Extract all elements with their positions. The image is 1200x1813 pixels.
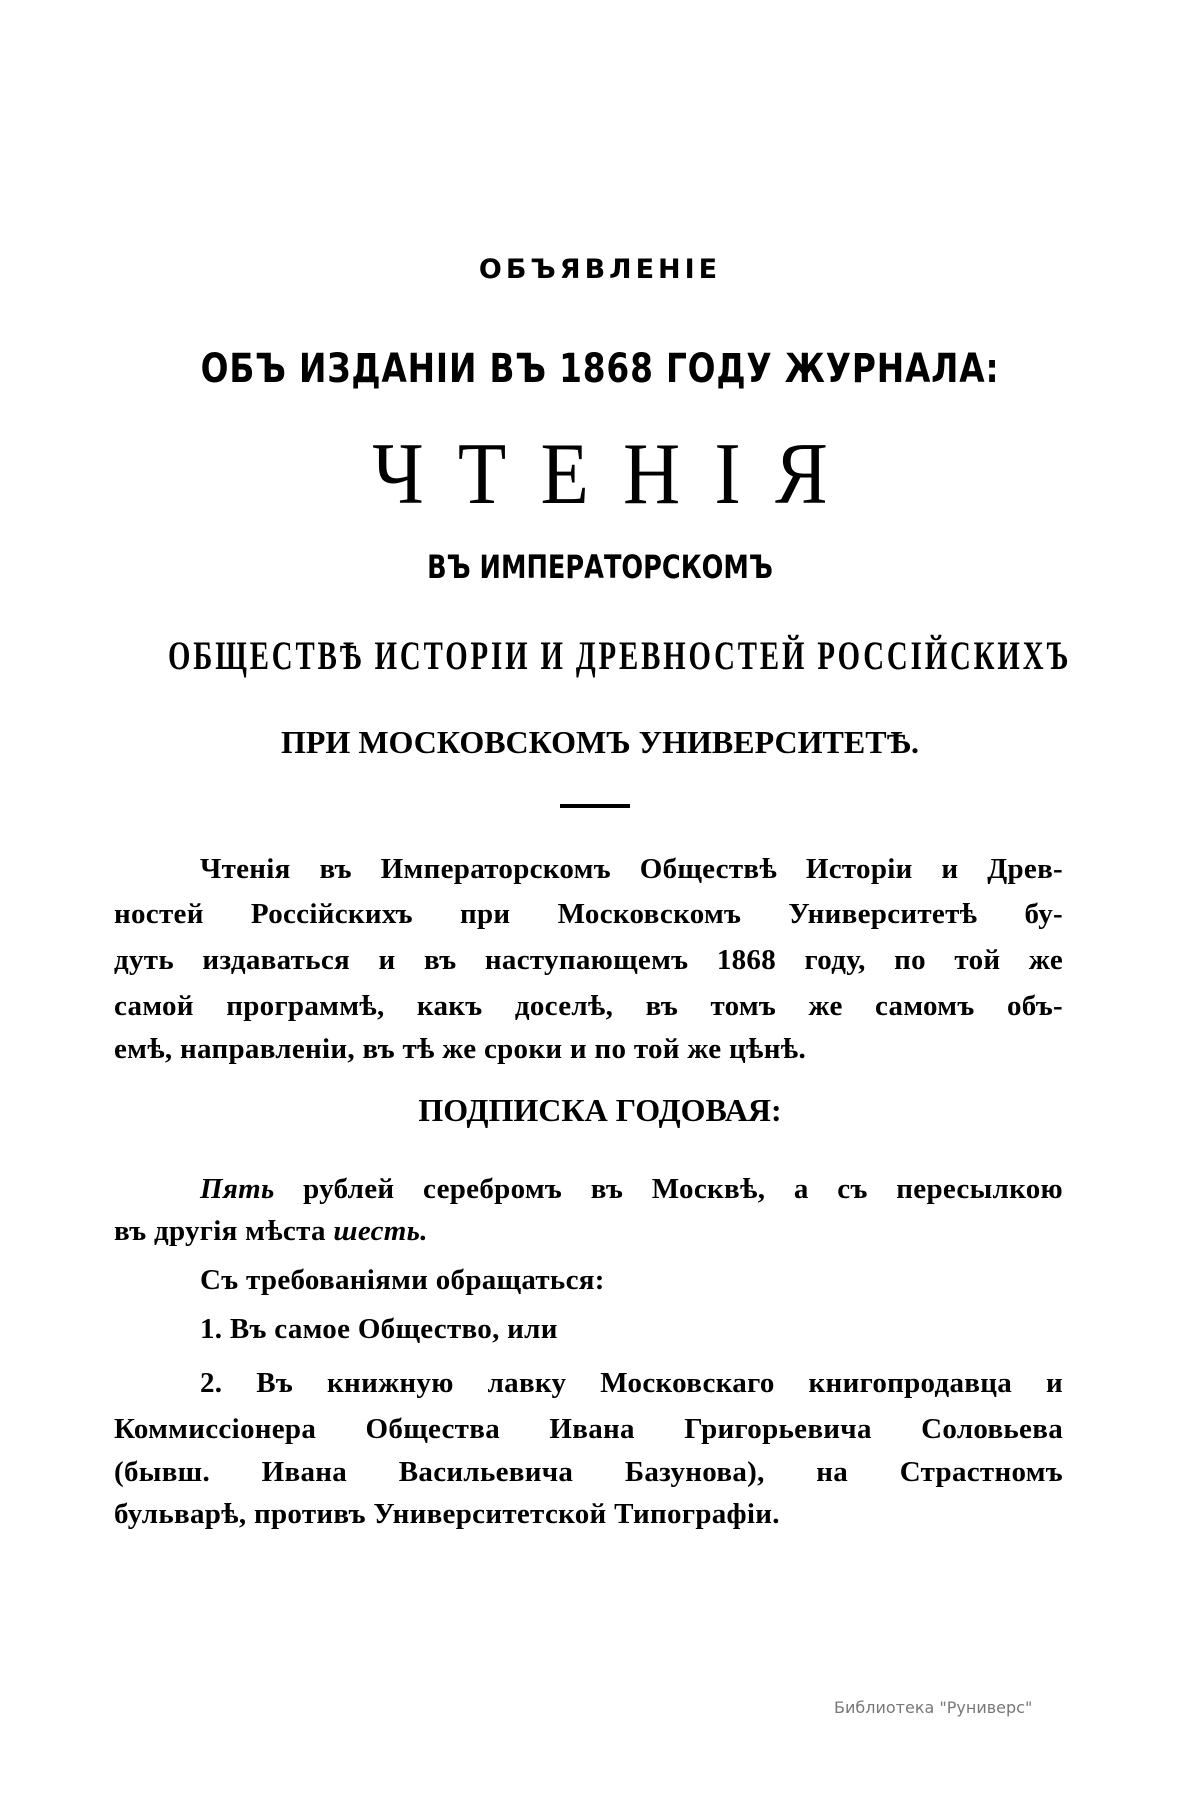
paragraph-line: Чтенія въ Императорскомъ Обществѣ Исторіи и Древ-	[200, 853, 1063, 885]
paragraph-line: самой программѣ, какъ доселѣ, въ томъ же самомъ объ-	[114, 990, 1063, 1022]
contact-item-2-line: (бывш. Ивана Васильевича Базунова), на Страстномъ	[114, 1456, 1063, 1488]
contact-item-1: 1. Въ самое Общество, или	[200, 1313, 558, 1345]
subscription-heading: ПОДПИСКА ГОДОВАЯ:	[418, 1092, 782, 1128]
contact-item-2-line: Коммиссіонера Общества Ивана Григорьевича Соловьева	[114, 1413, 1063, 1445]
paragraph-line: дуть издаваться и въ наступающемъ 1868 году, по той же	[114, 944, 1063, 976]
announcement-heading: ОБЪЯВЛЕНІЕ	[478, 254, 722, 285]
contact-item-2-line: 2. Въ книжную лавку Московскаго книгопродавца и	[200, 1367, 1063, 1399]
price-text: рублей серебромъ въ Москвѣ, а съ пересылкою	[274, 1173, 1063, 1205]
divider	[560, 804, 630, 808]
paragraph-line: емѣ, направленіи, въ тѣ же сроки и по той же цѣнѣ.	[114, 1033, 806, 1065]
society-line-3: ПРИ МОСКОВСКОМЪ УНИВЕРСИТЕТѢ.	[280, 724, 919, 760]
price-line-1	[200, 1171, 1063, 1207]
library-watermark: Библиотека "Руниверс"	[834, 1698, 1033, 1717]
subtitle: ОБЪ ИЗДАНІИ ВЪ 1868 ГОДУ ЖУРНАЛА:	[200, 346, 1000, 392]
journal-title: ЧТЕНІЯ	[372, 426, 863, 523]
price-word: Пять	[200, 1173, 275, 1205]
paragraph-line: ностей Россійскихъ при Московскомъ Университетѣ бу-	[114, 898, 1063, 930]
contact-intro: Съ требованіями обращаться:	[200, 1264, 605, 1296]
contact-item-2-line: бульварѣ, противъ Университетской Типографіи.	[114, 1498, 780, 1530]
society-line-1: ВЪ ИМПЕРАТОРСКОМЪ	[427, 548, 773, 586]
price-text: въ другія мѣста	[114, 1215, 334, 1247]
society-line-2: ОБЩЕСТВѢ ИСТОРІИ И ДРЕВНОСТЕЙ РОССІЙСКИХЪ	[167, 633, 1072, 678]
price-word: шесть.	[333, 1215, 428, 1247]
price-line-2	[114, 1213, 1063, 1249]
